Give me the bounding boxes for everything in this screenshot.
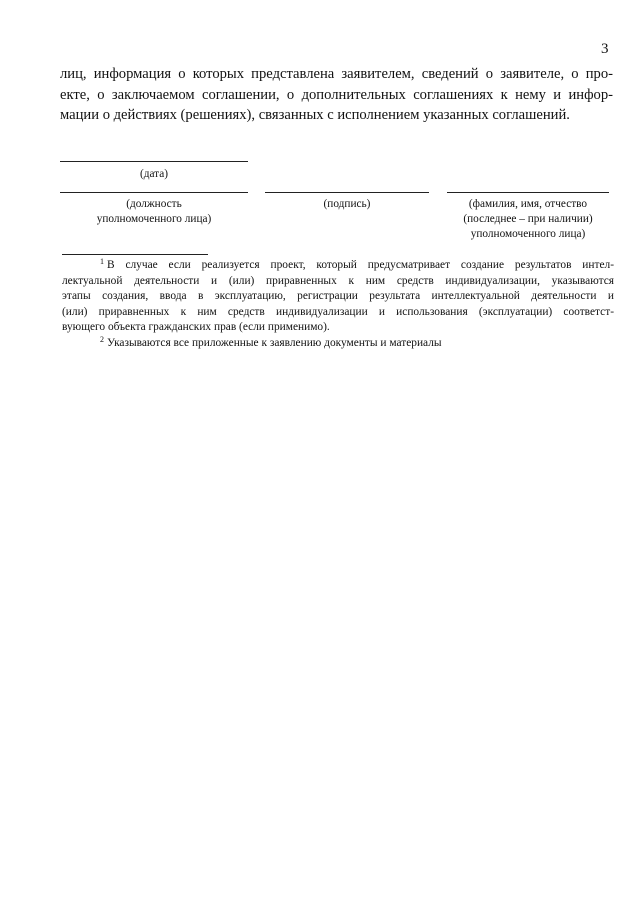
footnote-line	[62, 258, 614, 274]
body-line: екте, о заключаемом соглашении, о дополнительных соглашениях к нему и инфор-	[60, 86, 613, 103]
name-caption	[437, 197, 619, 242]
name-line	[447, 192, 609, 193]
footnote-line: (или) приравненных к ним средств индивидуализации и использования (эксплуатации) соответст-	[62, 305, 614, 318]
body-paragraph	[60, 64, 613, 126]
name-caption-line: (фамилия, имя, отчество	[468, 198, 588, 210]
signature-caption: (подпись)	[323, 198, 371, 210]
position-caption-line: (должность	[126, 198, 182, 210]
footnote-2	[62, 336, 614, 352]
page-number: 3	[601, 41, 609, 57]
position-caption	[60, 197, 248, 227]
position-line	[60, 192, 248, 193]
footnote-line	[62, 336, 614, 352]
footnote-1	[62, 258, 614, 336]
footnote-line: этапы создания, ввода в эксплуатацию, регистрации результата интеллектуальной деятельности и	[62, 290, 614, 302]
date-caption: (дата)	[139, 168, 169, 180]
footnotes	[62, 258, 614, 351]
name-caption-line: (последнее – при наличии)	[463, 213, 593, 225]
body-line: лиц, информация о которых представлена заявителем, сведений о заявителе, о про-	[60, 66, 613, 82]
date-line	[60, 161, 248, 162]
signature-line	[265, 192, 429, 193]
footnote-text: В случае если реализуется проект, который предусматривает создание результатов интел-	[107, 259, 614, 271]
footnote-separator	[62, 254, 208, 255]
footnote-line: лектуальной деятельности и (или) приравненных к ним средств индивидуализации, указываются	[62, 274, 614, 287]
name-caption-line: уполномоченного лица)	[470, 228, 586, 240]
footnote-mark: 1	[100, 257, 104, 266]
position-caption-line: уполномоченного лица)	[96, 213, 212, 225]
body-line: мации о действиях (решениях), связанных с исполнением указанных соглашений.	[60, 107, 570, 123]
footnote-text: Указываются все приложенные к заявлению документы и материалы	[107, 336, 442, 349]
footnote-line: вующего объекта гражданских прав (если применимо).	[62, 321, 330, 333]
footnote-mark: 2	[100, 334, 104, 344]
